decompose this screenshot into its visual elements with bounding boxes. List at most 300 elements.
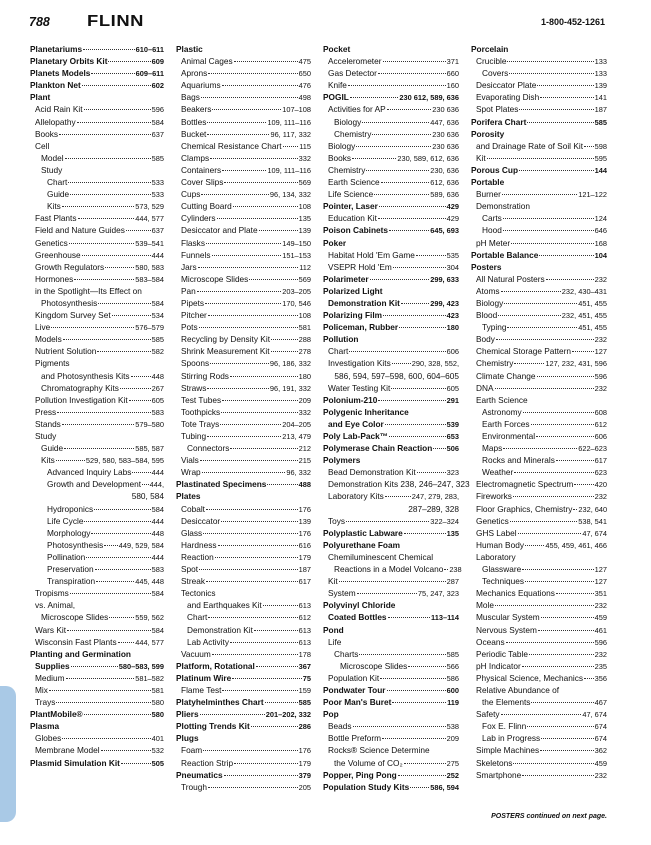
entry-term: Tectonics (181, 588, 216, 599)
dot-leader (78, 218, 135, 219)
index-entry (471, 611, 607, 623)
index-entry (30, 466, 164, 478)
entry-pages: 488 (298, 480, 311, 490)
entry-pages: 133 (594, 57, 607, 67)
entry-term: Lab Activity (187, 636, 229, 647)
dot-leader (62, 424, 134, 425)
entry-term: Plotting Trends Kit (176, 721, 250, 732)
entry-pages: 498 (298, 93, 311, 103)
dot-leader (498, 315, 561, 316)
dot-leader (206, 509, 298, 510)
entry-term: Pitcher (181, 310, 207, 321)
dot-leader (378, 218, 446, 219)
entry-pages: 75, 247, 323 (417, 589, 459, 599)
index-entry (176, 67, 311, 79)
index-entry (323, 200, 459, 212)
entry-term: Plastic (176, 44, 203, 54)
index-entry (471, 406, 607, 418)
entry-term: Bucket (181, 128, 207, 139)
entry-term: Toothpicks (181, 406, 221, 417)
entry-pages: 232, 430–431 (561, 286, 607, 296)
index-entry (30, 43, 164, 55)
dot-leader (98, 303, 150, 304)
entry-pages: 362 (594, 746, 607, 756)
dot-leader (222, 690, 297, 691)
entry-pages: 133 (594, 69, 607, 79)
index-entry (30, 611, 164, 623)
entry-term: Planetary Orbits Kit (30, 56, 108, 67)
entry-term: Carts (482, 213, 502, 224)
index-entry (176, 757, 311, 769)
dot-leader (366, 170, 429, 171)
entry-term: Polarized Light (323, 285, 383, 296)
entry-term: pH Indicator (476, 660, 521, 671)
entry-pages: 356 (594, 673, 607, 683)
index-entry (471, 769, 607, 781)
index-heading (323, 636, 459, 648)
entry-term: Plankton Net (30, 80, 81, 91)
index-entry (30, 273, 164, 285)
index-entry (30, 624, 164, 636)
dot-leader (350, 97, 399, 98)
entry-term: Kit (476, 152, 486, 163)
entry-pages: 119 (447, 698, 459, 708)
entry-term: Flame Test (181, 684, 222, 695)
dot-leader (527, 122, 593, 123)
index-entry (323, 720, 459, 732)
index-entry (30, 478, 164, 490)
dot-leader (408, 666, 445, 667)
entry-pages: 616 (298, 540, 311, 550)
dot-leader (197, 291, 281, 292)
dot-leader (224, 182, 297, 183)
index-entry (176, 140, 311, 152)
dot-leader (222, 85, 298, 86)
index-entry (471, 152, 607, 164)
entry-term: Desiccator (181, 515, 221, 526)
entry-pages: 476 (298, 81, 311, 91)
index-entry (471, 527, 607, 539)
entry-pages: 232 (594, 274, 607, 284)
dot-leader (112, 315, 151, 316)
entry-term: Oceans (476, 636, 505, 647)
entry-term: the Volume of CO₂ (334, 757, 403, 768)
index-heading (471, 128, 607, 140)
index-entry (323, 575, 459, 587)
index-entry (30, 321, 164, 333)
entry-term: GHS Label (476, 527, 517, 538)
index-entry (323, 696, 459, 708)
entry-term: Rocks® Science Determine (328, 745, 430, 756)
entry-pages: 108 (298, 202, 311, 212)
index-entry (323, 757, 459, 769)
index-entry (176, 636, 311, 648)
entry-term: Habitat Hold 'Em Game (328, 249, 415, 260)
index-heading (30, 140, 164, 152)
index-entry (471, 345, 607, 357)
index-entry (323, 430, 459, 442)
entry-term: Porosity (471, 128, 505, 139)
entry-term: Cobalt (181, 503, 205, 514)
dot-leader (207, 134, 269, 135)
index-entry (176, 357, 311, 369)
entry-term: Periodic Table (476, 648, 528, 659)
index-entry (176, 261, 311, 273)
entry-pages: 538, 541 (578, 516, 607, 526)
dot-leader (537, 85, 593, 86)
dot-leader (506, 642, 594, 643)
entry-pages: 583–584 (135, 274, 164, 284)
entry-term: Pond (323, 624, 344, 635)
entry-term: Chart (187, 612, 208, 623)
entry-pages: 179 (298, 758, 311, 768)
index-entry (176, 394, 311, 406)
entry-pages: 584 (151, 504, 164, 514)
index-entry (471, 237, 607, 249)
dot-leader (129, 400, 151, 401)
index-entry (176, 285, 311, 297)
entry-term: Allelopathy (35, 116, 76, 127)
entry-term: Books (328, 152, 352, 163)
entry-term: Atoms (476, 285, 500, 296)
entry-term: Portable Balance (471, 249, 539, 260)
entry-pages: 288 (298, 335, 311, 345)
dot-leader (67, 630, 151, 631)
entry-pages: 608 (594, 407, 607, 417)
entry-term: Nutrient Solution (35, 346, 97, 357)
entry-term: Reactions in a Model Volcano (334, 564, 444, 575)
entry-term: the Elements (482, 697, 531, 708)
entry-term: Kingdom Survey Set (35, 310, 111, 321)
index-entry (176, 91, 311, 103)
index-entry (176, 430, 311, 442)
dot-leader (556, 593, 594, 594)
entry-term: PlantMobile® (30, 709, 83, 720)
entry-term: Crucible (476, 56, 507, 67)
dot-leader (222, 170, 266, 171)
entry-term: Chart (47, 177, 68, 188)
entry-term: Knife (328, 80, 347, 91)
index-entry (30, 152, 164, 164)
dot-leader (234, 61, 298, 62)
entry-term: Poison Cabinets (323, 225, 389, 236)
index-entry (176, 164, 311, 176)
index-entry (176, 188, 311, 200)
index-entry (30, 188, 164, 200)
entry-term: Pliers (176, 709, 199, 720)
entry-term: Planetariums (30, 44, 83, 54)
entry-term: Glassware (482, 564, 522, 575)
dot-leader (518, 533, 582, 534)
dot-leader (96, 581, 134, 582)
entry-term: Planting and Germination (30, 648, 131, 659)
dot-leader (357, 593, 417, 594)
index-entry (471, 370, 607, 382)
entry-term: Laboratory (476, 551, 516, 562)
index-entry (323, 672, 459, 684)
dot-leader (383, 315, 446, 316)
entry-term: Toys (328, 515, 346, 526)
entry-term: Medium (35, 672, 65, 683)
entry-pages: 535 (446, 250, 459, 260)
entry-pages: 596 (151, 105, 164, 115)
entry-term: Blood (476, 310, 498, 321)
entry-term: Polarizing Film (323, 310, 383, 321)
dot-leader (398, 775, 446, 776)
entry-pages: 533 (151, 190, 164, 200)
index-entry (176, 345, 311, 357)
entry-term: Chart (328, 346, 349, 357)
index-entry (471, 116, 607, 128)
entry-pages: 124 (594, 214, 607, 224)
dot-leader (522, 775, 593, 776)
entry-pages: 238 (449, 565, 462, 575)
dot-leader (68, 182, 150, 183)
entry-term: Chemistry (328, 164, 366, 175)
entry-pages: 569 (298, 274, 311, 284)
dot-leader (556, 460, 594, 461)
entry-term: Aquariums (181, 80, 221, 91)
dot-leader (507, 61, 593, 62)
entry-pages: 612 (298, 613, 311, 623)
index-entry (323, 345, 459, 357)
entry-pages: 252 (446, 770, 459, 780)
entry-pages: 96, 191, 332 (269, 383, 311, 393)
entry-pages: 609 (151, 57, 164, 67)
index-entry (176, 249, 311, 261)
dot-leader (339, 581, 446, 582)
index-entry (30, 333, 164, 345)
index-entry (176, 624, 311, 636)
index-entry (30, 672, 164, 684)
entry-pages: 230, 636 (430, 165, 459, 175)
entry-term: POGIL (323, 92, 349, 103)
index-entry (176, 55, 311, 67)
index-entry (323, 224, 459, 236)
dot-leader (503, 218, 594, 219)
entry-term: and Photosynthesis Kits (41, 370, 130, 381)
index-entry (30, 527, 164, 539)
entry-pages: 617 (594, 456, 607, 466)
entry-pages: 455, 459, 461, 466 (545, 540, 607, 550)
index-entry (176, 454, 311, 466)
dot-leader (444, 569, 448, 570)
dot-leader (84, 109, 151, 110)
entry-pages: 232, 640 (578, 504, 608, 514)
dot-leader (537, 376, 594, 377)
index-heading (323, 708, 459, 720)
entry-term: Pipets (181, 297, 205, 308)
entry-pages: 674 (594, 734, 607, 744)
entry-pages: 247, 279, 283, (411, 492, 459, 502)
entry-term: Reaction Strip (181, 757, 234, 768)
dot-leader (495, 605, 594, 606)
index-entry (176, 527, 311, 539)
entry-term: Demonstration Kit (328, 297, 400, 308)
entry-pages: 332 (298, 407, 311, 417)
dot-leader (527, 726, 593, 727)
entry-term: Chemical Resistance Chart (181, 140, 282, 151)
entry-pages: 232 (594, 649, 607, 659)
index-entry (471, 660, 607, 672)
entry-pages: 605 (446, 383, 459, 393)
dot-leader (208, 73, 297, 74)
index-entry (30, 212, 164, 224)
dot-leader (212, 255, 282, 256)
entry-pages: 573, 529 (135, 202, 164, 212)
entry-term: Guide (41, 443, 64, 454)
dot-leader (200, 714, 265, 715)
entry-term: Models (35, 334, 62, 345)
entry-pages: 127 (594, 577, 607, 587)
dot-leader (388, 617, 430, 618)
dot-leader (49, 690, 151, 691)
index-entry (30, 370, 164, 382)
index-entry (471, 587, 607, 599)
index-entry (30, 103, 164, 115)
entry-pages: 586, 594 (430, 782, 459, 792)
entry-term: Vials (181, 455, 199, 466)
entry-term: and Earthquakes Kit (187, 600, 262, 611)
entry-term: Tubing (181, 431, 207, 441)
entry-pages: 290, 328, 552, (411, 359, 459, 369)
dot-leader (525, 545, 544, 546)
entry-term: Life Science (328, 189, 374, 200)
index-entry (323, 563, 462, 575)
index-entry (176, 672, 311, 684)
index-entry (471, 224, 607, 236)
dot-leader (380, 678, 445, 679)
entry-pages: 109, 111–116 (267, 117, 311, 127)
entry-pages: 429 (446, 214, 459, 224)
entry-term: Polyvinyl Chloride (323, 600, 396, 611)
index-entry (30, 418, 164, 430)
entry-pages: 584 (151, 589, 164, 599)
index-entry (176, 152, 311, 164)
index-entry (471, 418, 607, 430)
dot-leader (202, 472, 286, 473)
dot-leader (208, 787, 298, 788)
index-entry (323, 261, 459, 273)
entry-pages: 304 (446, 262, 459, 272)
entry-pages: 104 (594, 250, 607, 260)
dot-leader (511, 243, 594, 244)
entry-pages: 371 (446, 57, 459, 67)
dot-leader (522, 666, 594, 667)
dot-leader (254, 630, 298, 631)
dot-leader (503, 230, 594, 231)
dot-leader (205, 303, 281, 304)
entry-term: Tote Trays (181, 418, 220, 429)
entry-term: Genetics (476, 515, 509, 526)
index-heading (471, 394, 607, 406)
index-entry (471, 333, 607, 345)
dot-leader (573, 509, 577, 510)
entry-pages: 115 (299, 141, 311, 151)
dot-leader (132, 472, 150, 473)
index-column-2 (176, 43, 311, 793)
entry-pages: 459 (594, 613, 607, 623)
index-entry (30, 406, 164, 418)
dot-leader (51, 327, 134, 328)
entry-pages: 447, 636 (430, 117, 459, 127)
entry-term: Poker (323, 237, 347, 248)
dot-leader (95, 569, 151, 570)
dot-leader (230, 448, 297, 449)
dot-leader (502, 194, 577, 195)
index-entry (471, 466, 607, 478)
entry-term: Covers (482, 68, 509, 79)
entry-term: Charts (334, 648, 359, 659)
index-entry (471, 430, 607, 442)
dot-leader (271, 339, 298, 340)
dot-leader (509, 73, 593, 74)
dot-leader (519, 170, 594, 171)
index-entry (176, 176, 311, 188)
entry-pages: 401 (151, 734, 164, 744)
index-entry (323, 164, 459, 176)
dot-leader (91, 533, 150, 534)
entry-pages: 367 (298, 661, 311, 671)
index-heading (323, 551, 459, 563)
index-heading (323, 478, 470, 490)
dot-leader (62, 206, 134, 207)
dot-leader (208, 315, 298, 316)
index-entry (323, 309, 459, 321)
entry-term: All Natural Posters (476, 273, 545, 284)
entry-term: Laboratory Kits (328, 491, 384, 502)
dot-leader (501, 291, 561, 292)
entry-term: Stirring Rods (181, 370, 229, 381)
entry-pages: 429 (446, 202, 459, 212)
entry-pages: 581 (151, 685, 164, 695)
entry-term: Beakers (181, 104, 212, 115)
index-entry (30, 224, 164, 236)
entry-pages: 144 (594, 165, 607, 175)
index-entry (30, 442, 164, 454)
entry-term: Accelerometer (328, 56, 382, 67)
entry-pages: 539 (446, 419, 459, 429)
entry-term: Polarimeter (323, 273, 369, 284)
index-heading (323, 237, 459, 249)
dot-leader (105, 267, 134, 268)
entry-term: Poor Man's Buret (323, 697, 392, 708)
dot-leader (224, 775, 298, 776)
entry-term: Demonstration Kits 238, 246–247, 323 (328, 479, 470, 490)
entry-term: Kits (41, 455, 55, 466)
entry-term: Population Kit (328, 672, 380, 683)
entry-term: Kits (47, 201, 61, 212)
index-entry (323, 176, 459, 188)
brand-logo: FLINN (87, 13, 145, 30)
dot-leader (265, 702, 298, 703)
dot-leader (519, 109, 593, 110)
index-entry (176, 418, 311, 430)
index-entry (176, 720, 311, 732)
index-entry (176, 370, 311, 382)
page-header (0, 13, 651, 33)
entry-pages: 637 (151, 226, 164, 236)
entry-term: Education Kit (328, 213, 377, 224)
dot-leader (514, 363, 544, 364)
entry-term: Polyurethane Foam (323, 539, 400, 550)
entry-term: Advanced Inquiry Labs (47, 467, 132, 478)
index-entry (176, 200, 311, 212)
entry-term: Demonstration Kit (187, 624, 253, 635)
entry-term: Activities for AP (328, 104, 386, 115)
entry-pages: 47, 674 (582, 528, 607, 538)
entry-pages: 650 (298, 69, 311, 79)
